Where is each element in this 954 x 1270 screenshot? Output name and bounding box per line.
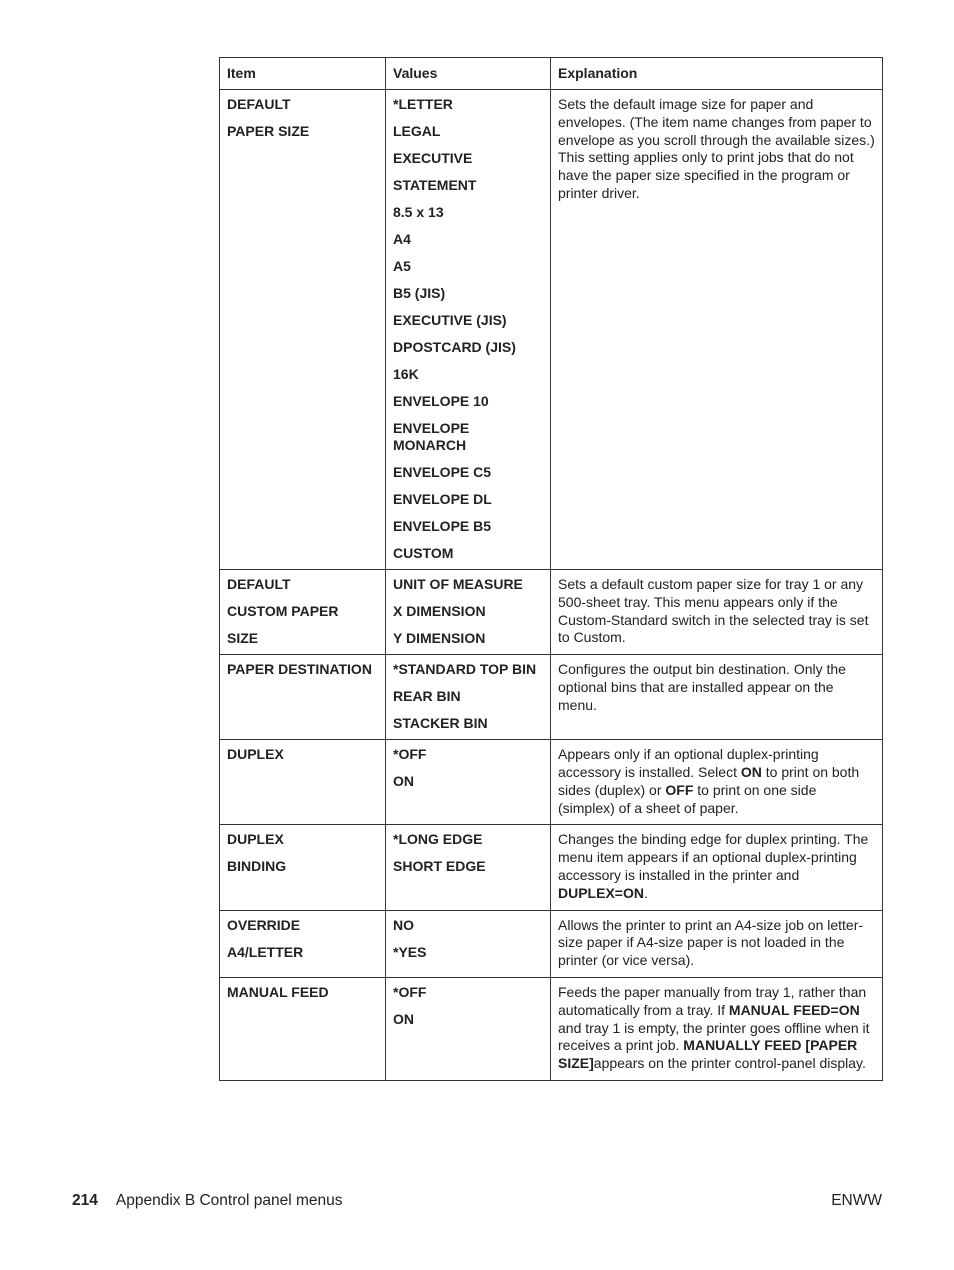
value-option: 8.5 x 13 [393, 204, 444, 220]
value-option: Y DIMENSION [393, 630, 486, 646]
explanation-text: appears on the printer control-panel display. [593, 1055, 866, 1072]
value-option: STACKER BIN [393, 715, 488, 732]
item-label: DUPLEX [227, 746, 284, 763]
table-row [220, 825, 883, 910]
explanation-text: to print on one side (simplex) of a sheet of paper. [558, 781, 817, 816]
value-option: ENVELOPE MONARCH [393, 420, 470, 453]
value-option: *STANDARD TOP BIN [393, 661, 537, 678]
item-label: DEFAULT [227, 576, 291, 592]
item-label: PAPER SIZE [227, 123, 310, 139]
table-row [220, 910, 883, 977]
item-label: SIZE [227, 630, 259, 646]
value-option: EXECUTIVE (JIS) [393, 312, 507, 328]
footer-right-label: ENWW [831, 1192, 882, 1209]
table-row [220, 977, 883, 1080]
item-label: MANUAL FEED [227, 983, 329, 1000]
item-cell [220, 910, 386, 977]
table-header-row [220, 58, 883, 90]
explanation-cell: Sets a default custom paper size for tray 1 or any 500-sheet tray. This menu appears only if the Custom-Standard switch in the selected tray is set to Custom. [551, 570, 883, 655]
explanation-cell: Allows the printer to print an A4-size job on letter-size paper if A4-size paper is not loaded in the printer (or vice versa). [551, 910, 883, 977]
value-option: ENVELOPE 10 [393, 393, 489, 409]
item-cell [220, 655, 386, 740]
explanation-cell: Configures the output bin destination. Only the optional bins that are installed appear on the menu. [551, 655, 883, 740]
value-option: UNIT OF MEASURE [393, 576, 523, 592]
value-option: ENVELOPE B5 [393, 518, 492, 534]
value-option: 16K [393, 366, 419, 382]
explanation-text: . [643, 884, 648, 901]
values-cell [386, 90, 551, 570]
values-cell [386, 825, 551, 910]
value-option: ENVELOPE C5 [393, 464, 492, 480]
explanation-emphasis: ON [740, 763, 762, 780]
value-option: REAR BIN [393, 688, 461, 705]
value-option: STATEMENT [393, 177, 477, 193]
explanation-text: to print on both sides (duplex) or [558, 763, 860, 798]
header-values: Values [386, 58, 551, 90]
item-label: DUPLEX [227, 831, 284, 848]
explanation-text: Feeds the paper manually from tray 1, rather than automatically from a tray. If [558, 983, 867, 1018]
table-row [220, 90, 883, 570]
page-number: 214 [72, 1192, 98, 1209]
explanation-text: Appears only if an optional duplex-printing accessory is installed. Select [558, 746, 819, 780]
value-option: *OFF [393, 983, 427, 1000]
explanation-emphasis: MANUAL FEED=ON [728, 1001, 860, 1018]
values-cell [386, 570, 551, 655]
values-cell [386, 977, 551, 1080]
value-option: NO [393, 916, 414, 933]
value-option: DPOSTCARD (JIS) [393, 339, 516, 355]
explanation-cell [551, 825, 883, 910]
explanation-emphasis: MANUALLY FEED [PAPER SIZE] [558, 1037, 858, 1072]
values-cell [386, 655, 551, 740]
item-cell [220, 825, 386, 910]
explanation-cell [551, 977, 883, 1080]
item-label: PAPER DESTINATION [227, 661, 372, 678]
control-panel-menu-table [219, 57, 883, 1081]
item-label: CUSTOM PAPER [227, 603, 339, 619]
item-cell [220, 740, 386, 825]
value-option: CUSTOM [393, 545, 454, 561]
explanation-cell: Sets the default image size for paper and envelopes. (The item name changes from paper to envelope as you scroll through the available sizes.) This setting applies only to print jobs that do not have the paper size specified in the program or printer driver. [551, 90, 883, 570]
value-option: ON [393, 1010, 414, 1027]
item-cell [220, 977, 386, 1080]
explanation-text: Changes the binding edge for duplex printing. The menu item appears if an optional duplex-printing accessory is installed in the printer and [558, 831, 869, 883]
explanation-emphasis: OFF [665, 781, 694, 798]
value-option: EXECUTIVE [393, 150, 473, 166]
explanation-cell [551, 740, 883, 825]
table-row [220, 740, 883, 825]
value-option: LEGAL [393, 123, 441, 139]
item-label: BINDING [227, 858, 287, 875]
values-cell [386, 740, 551, 825]
value-option: A5 [393, 258, 411, 274]
value-option: ON [393, 773, 414, 790]
footer-section-title: Appendix B Control panel menus [115, 1192, 343, 1209]
item-cell [220, 570, 386, 655]
table-row [220, 570, 883, 655]
item-label: OVERRIDE [227, 916, 301, 933]
value-option: A4 [393, 231, 411, 247]
explanation-emphasis: DUPLEX=ON [558, 884, 644, 901]
value-option: *LETTER [393, 96, 453, 112]
value-option: *OFF [393, 746, 427, 763]
value-option: B5 (JIS) [393, 285, 446, 301]
table-row [220, 655, 883, 740]
item-label: A4/LETTER [227, 943, 304, 960]
value-option: SHORT EDGE [393, 858, 486, 875]
header-explanation: Explanation [551, 58, 883, 90]
item-label: DEFAULT [227, 96, 291, 112]
value-option: ENVELOPE DL [393, 491, 492, 507]
page-footer [72, 1192, 882, 1210]
value-option: *YES [393, 943, 427, 960]
item-cell [220, 90, 386, 570]
explanation-text: and tray 1 is empty, the printer goes offline when it receives a print job. [558, 1019, 870, 1054]
value-option: *LONG EDGE [393, 831, 483, 848]
values-cell [386, 910, 551, 977]
value-option: X DIMENSION [393, 603, 486, 619]
header-item: Item [220, 58, 386, 90]
